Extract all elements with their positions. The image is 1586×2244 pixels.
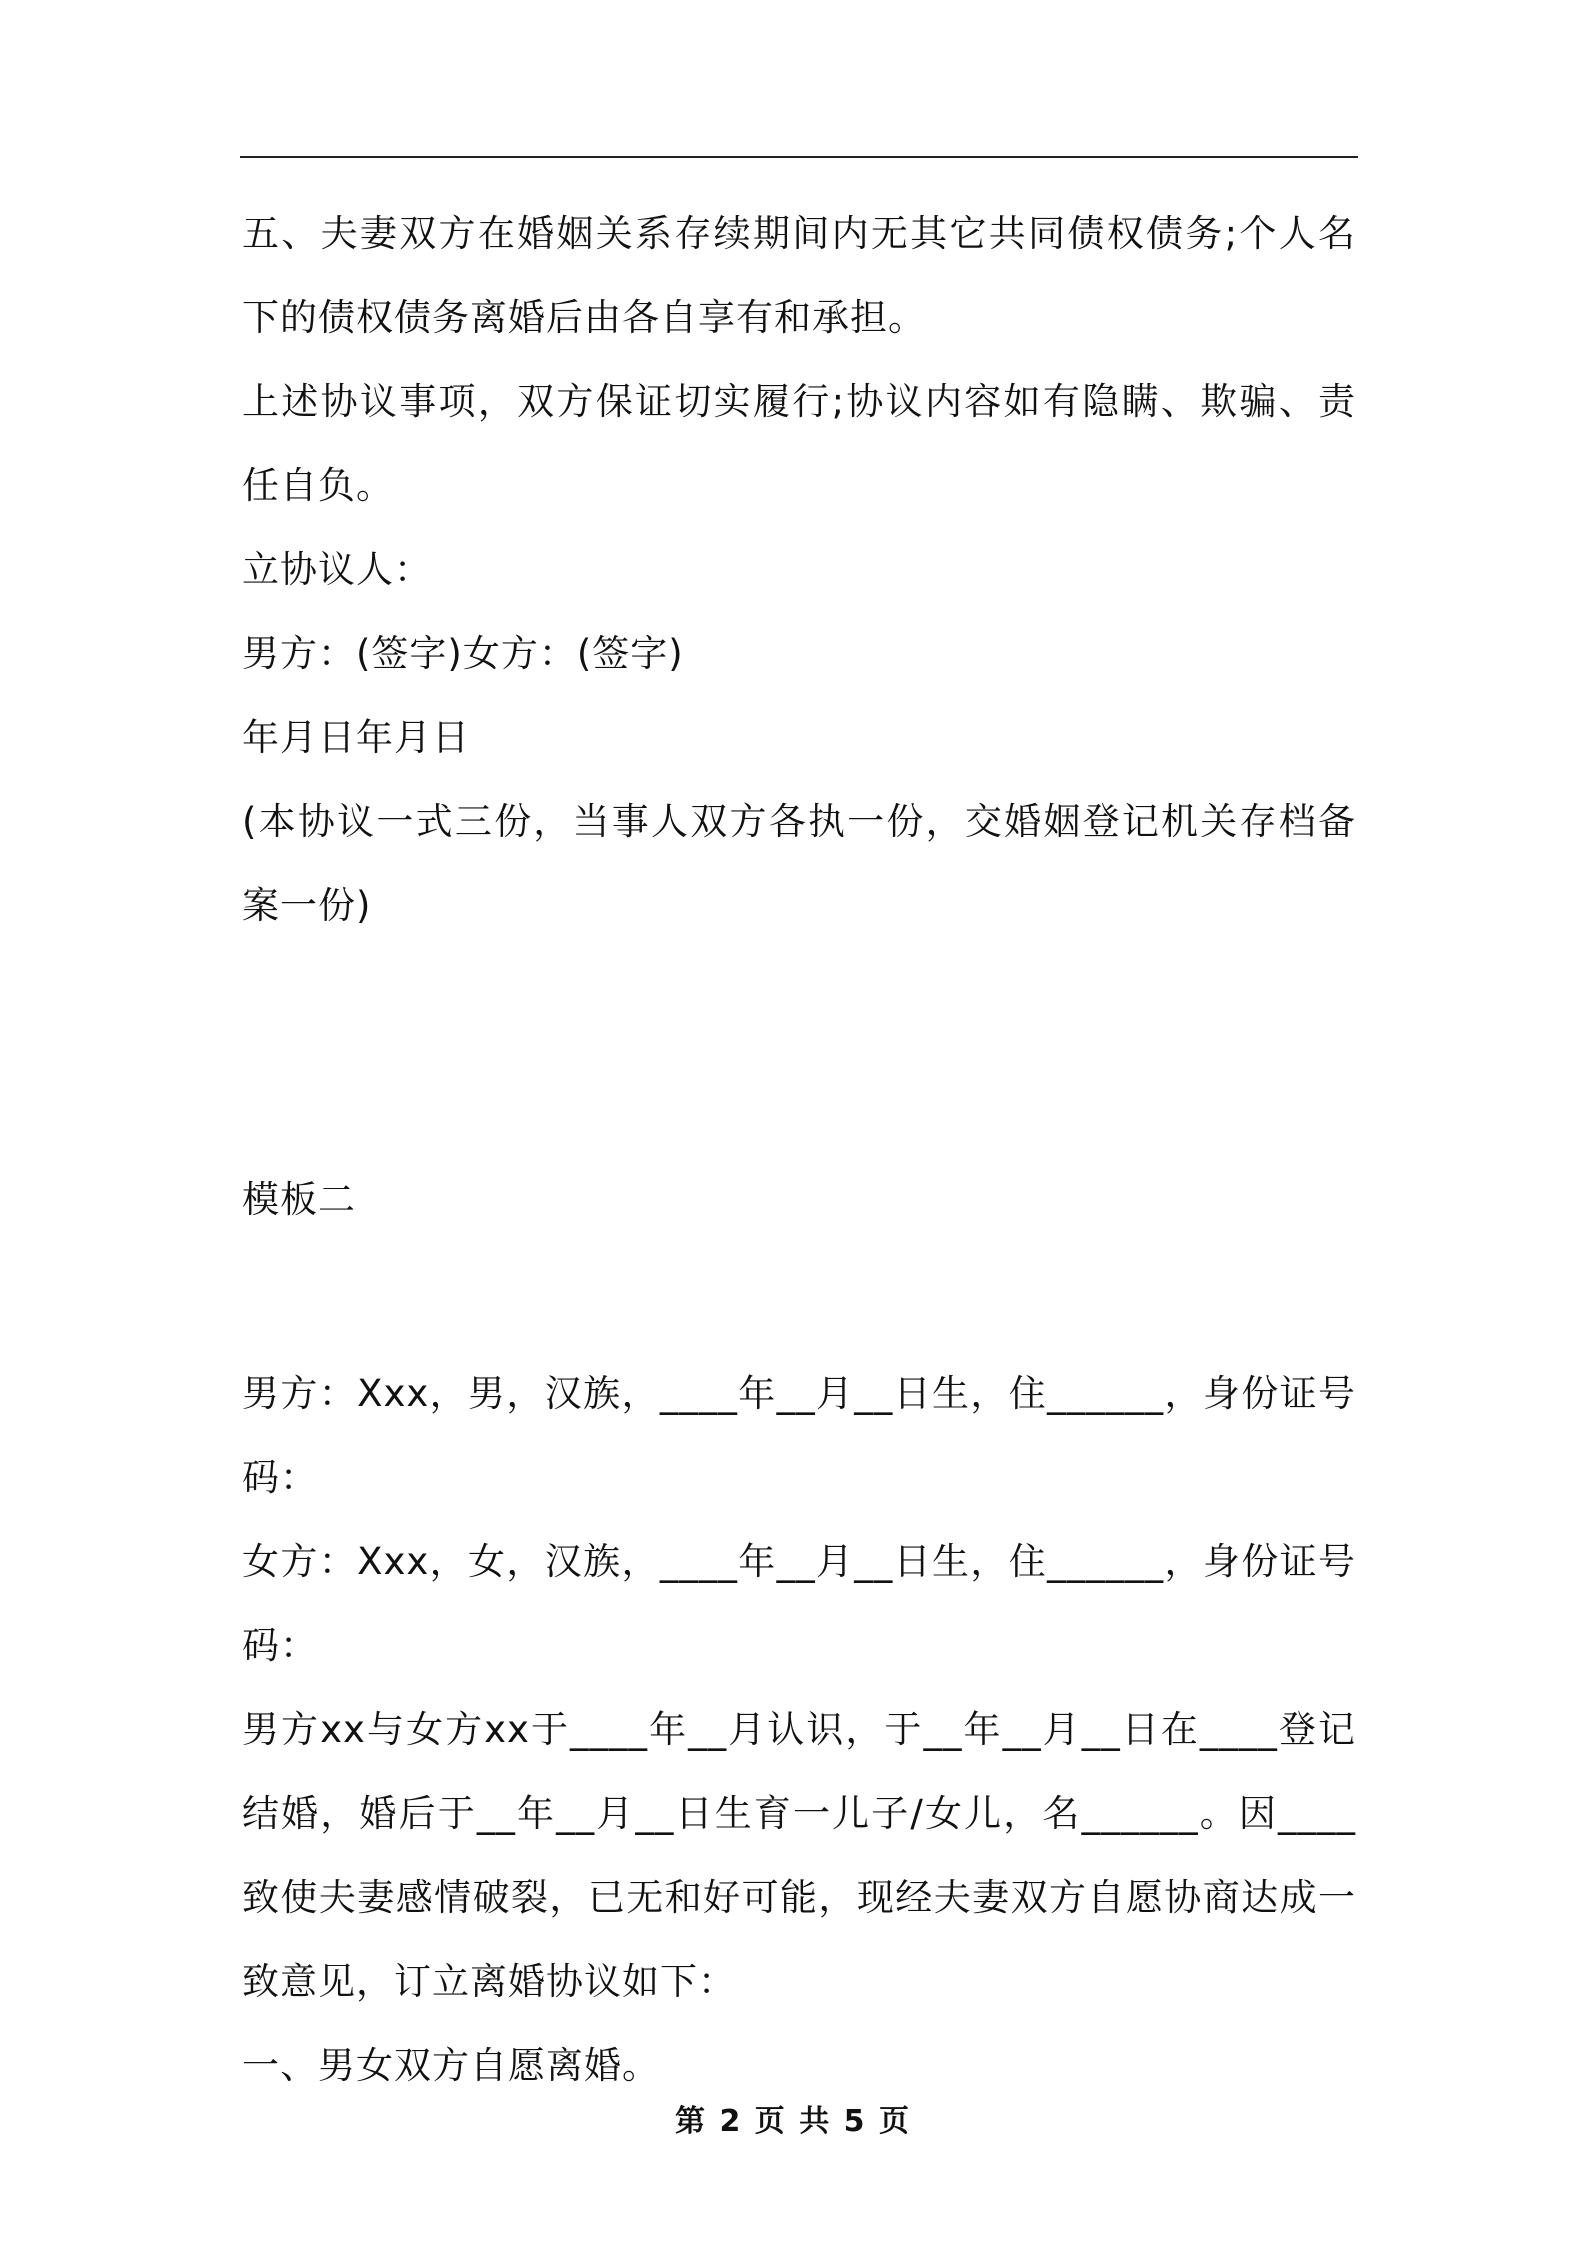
header-rule [240,156,1358,158]
paragraph-clause-one: 一、男女双方自愿离婚。 [242,2044,660,2087]
paragraph-male-party: 男方：Xxx，男，汉族，____年__月__日生，住______，身份证号码： [242,1372,1356,1499]
section-gap [242,1242,1356,1352]
paragraph-female-party: 女方：Xxx，女，汉族，____年__月__日生，住______，身份证号码： [242,1540,1356,1667]
paragraph-debts: 五、夫妻双方在婚姻关系存续期间内无其它共同债权债务;个人名下的债权债务离婚后由各自享有和承担。 [242,212,1356,339]
document-body [242,192,1356,2108]
paragraph-signatures: 男方：(签字)女方：(签字) [242,632,684,675]
paragraph-dates: 年月日年月日 [242,716,470,759]
paragraph-signatories: 立协议人： [242,548,432,591]
paragraph-copies-note: (本协议一式三份，当事人双方各执一份，交婚姻登记机关存档备案一份) [242,800,1356,927]
section-title: 模板二 [242,1178,356,1221]
paragraph-guarantee: 上述协议事项，双方保证切实履行;协议内容如有隐瞒、欺骗、责任自负。 [242,380,1356,507]
page-number: 第 2 页 共 5 页 [675,2104,911,2139]
section-gap [242,948,1356,1158]
paragraph-background: 男方xx与女方xx于____年__月认识，于__年__月__日在____登记结婚，婚后于__年__月__日生育一儿子/女儿，名______。因____致使夫妻感情破裂，已无和好可能，现经夫妻双方自愿协商达成一致意见，订立离婚协议如下： [242,1708,1356,2003]
